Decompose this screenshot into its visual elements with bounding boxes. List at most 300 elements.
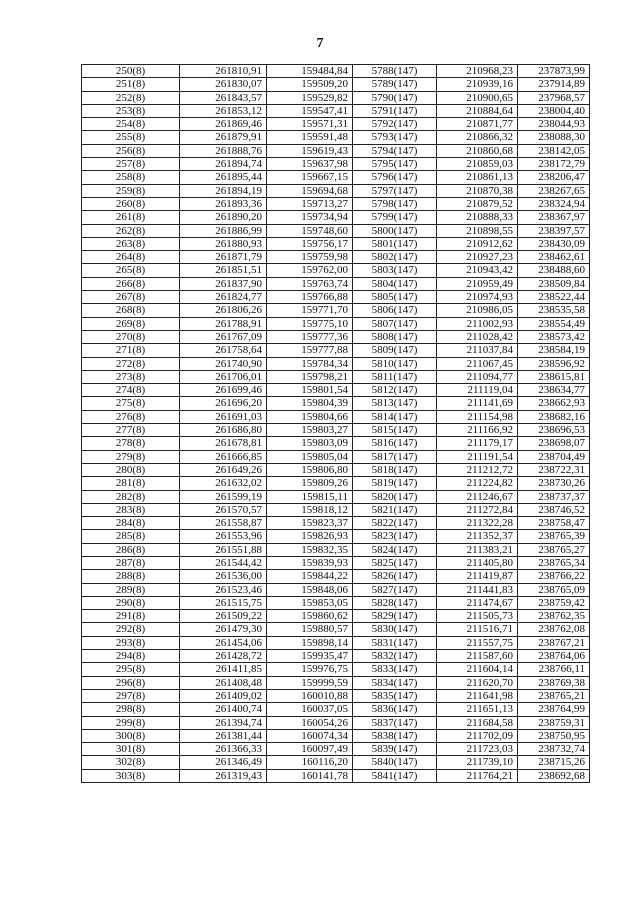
cell-x-left: 261888,76 [180,144,267,157]
cell-x-right: 211620,70 [437,676,518,689]
cell-point-number-right: 5833(147) [353,663,437,676]
cell-point-number-right: 5803(147) [353,264,437,277]
cell-x-right: 210927,23 [437,251,518,264]
cell-point-number-left: 250(8) [82,65,180,78]
cell-y-left: 159815,11 [267,490,353,503]
cell-y-left: 159775,10 [267,317,353,330]
cell-point-number-left: 282(8) [82,490,180,503]
cell-x-right: 211224,82 [437,477,518,490]
cell-point-number-left: 272(8) [82,357,180,370]
cell-y-right: 238509,84 [518,277,590,290]
cell-y-right: 238596,92 [518,357,590,370]
cell-y-right: 238765,34 [518,556,590,569]
cell-x-left: 261381,44 [180,729,267,742]
table-row [82,756,590,769]
cell-point-number-left: 270(8) [82,330,180,343]
cell-point-number-left: 279(8) [82,450,180,463]
cell-y-right: 238769,38 [518,676,590,689]
cell-point-number-left: 302(8) [82,756,180,769]
cell-y-left: 159637,98 [267,158,353,171]
cell-y-right: 238732,74 [518,743,590,756]
cell-y-left: 159759,98 [267,251,353,264]
cell-x-left: 261699,46 [180,384,267,397]
table-row [82,211,590,224]
cell-y-left: 159806,80 [267,463,353,476]
cell-x-left: 261319,43 [180,769,267,782]
cell-point-number-left: 289(8) [82,583,180,596]
cell-x-left: 261871,79 [180,251,267,264]
table-row [82,729,590,742]
cell-y-left: 159935,47 [267,650,353,663]
cell-x-right: 211322,28 [437,517,518,530]
cell-y-right: 238766,22 [518,570,590,583]
cell-point-number-right: 5830(147) [353,623,437,636]
cell-y-right: 238430,09 [518,237,590,250]
table-row [82,397,590,410]
cell-point-number-right: 5805(147) [353,291,437,304]
cell-point-number-left: 253(8) [82,104,180,117]
cell-point-number-right: 5811(147) [353,370,437,383]
cell-point-number-left: 273(8) [82,370,180,383]
cell-y-left: 159826,93 [267,530,353,543]
cell-x-right: 211557,75 [437,636,518,649]
cell-point-number-right: 5813(147) [353,397,437,410]
cell-x-right: 211094,77 [437,370,518,383]
table-row [82,463,590,476]
cell-y-right: 238704,49 [518,450,590,463]
cell-y-left: 159694,68 [267,184,353,197]
cell-x-left: 261895,44 [180,171,267,184]
cell-x-right: 211028,42 [437,330,518,343]
cell-point-number-right: 5839(147) [353,743,437,756]
cell-point-number-right: 5841(147) [353,769,437,782]
cell-y-right: 238750,95 [518,729,590,742]
cell-x-right: 210866,32 [437,131,518,144]
cell-y-left: 160037,05 [267,703,353,716]
cell-point-number-left: 268(8) [82,304,180,317]
table-row [82,131,590,144]
table-row [82,118,590,131]
cell-y-left: 159766,88 [267,291,353,304]
cell-x-left: 261869,46 [180,118,267,131]
cell-x-left: 261691,03 [180,410,267,423]
cell-point-number-left: 283(8) [82,503,180,516]
table-row [82,623,590,636]
cell-y-left: 159839,93 [267,556,353,569]
cell-y-left: 159848,06 [267,583,353,596]
cell-x-left: 261544,42 [180,556,267,569]
table-row [82,437,590,450]
cell-x-left: 261706,01 [180,370,267,383]
cell-point-number-right: 5801(147) [353,237,437,250]
table-row [82,344,590,357]
cell-point-number-left: 298(8) [82,703,180,716]
cell-x-right: 211505,73 [437,610,518,623]
table-row [82,650,590,663]
cell-x-right: 211651,13 [437,703,518,716]
cell-x-right: 211002,93 [437,317,518,330]
table-row [82,503,590,516]
cell-point-number-left: 254(8) [82,118,180,131]
cell-y-right: 238746,52 [518,503,590,516]
cell-point-number-right: 5822(147) [353,517,437,530]
cell-point-number-right: 5806(147) [353,304,437,317]
cell-y-right: 238730,26 [518,477,590,490]
cell-y-right: 238662,93 [518,397,590,410]
cell-point-number-right: 5790(147) [353,91,437,104]
cell-point-number-right: 5838(147) [353,729,437,742]
cell-y-right: 238634,77 [518,384,590,397]
table-row [82,716,590,729]
cell-y-left: 159818,12 [267,503,353,516]
cell-point-number-right: 5816(147) [353,437,437,450]
table-row [82,224,590,237]
cell-y-right: 238722,31 [518,463,590,476]
table-row [82,184,590,197]
cell-point-number-left: 275(8) [82,397,180,410]
cell-x-left: 261696,20 [180,397,267,410]
cell-point-number-left: 303(8) [82,769,180,782]
cell-point-number-right: 5824(147) [353,543,437,556]
table-row [82,543,590,556]
table-row [82,556,590,569]
cell-y-left: 159832,35 [267,543,353,556]
cell-y-left: 159777,36 [267,330,353,343]
cell-point-number-left: 280(8) [82,463,180,476]
cell-y-right: 238696,53 [518,424,590,437]
cell-x-left: 261837,90 [180,277,267,290]
cell-y-right: 238765,09 [518,583,590,596]
cell-x-left: 261346,49 [180,756,267,769]
cell-x-left: 261551,88 [180,543,267,556]
cell-y-right: 238765,27 [518,543,590,556]
cell-y-right: 238682,16 [518,410,590,423]
cell-y-left: 159803,09 [267,437,353,450]
table-row [82,171,590,184]
cell-x-left: 261740,90 [180,357,267,370]
cell-x-right: 211141,69 [437,397,518,410]
table-row [82,197,590,210]
cell-y-left: 159803,27 [267,424,353,437]
cell-x-right: 210870,38 [437,184,518,197]
table-row [82,158,590,171]
cell-point-number-right: 5819(147) [353,477,437,490]
cell-x-right: 211684,58 [437,716,518,729]
cell-x-right: 210968,23 [437,65,518,78]
cell-point-number-left: 276(8) [82,410,180,423]
cell-point-number-left: 264(8) [82,251,180,264]
table-row [82,596,590,609]
cell-x-right: 210986,05 [437,304,518,317]
cell-y-left: 159667,15 [267,171,353,184]
cell-y-left: 159484,84 [267,65,353,78]
cell-y-right: 238737,37 [518,490,590,503]
cell-point-number-right: 5815(147) [353,424,437,437]
cell-x-left: 261678,81 [180,437,267,450]
cell-y-right: 238759,31 [518,716,590,729]
cell-point-number-right: 5814(147) [353,410,437,423]
cell-point-number-right: 5834(147) [353,676,437,689]
cell-y-left: 159801,54 [267,384,353,397]
table-row [82,317,590,330]
cell-point-number-left: 290(8) [82,596,180,609]
cell-x-right: 210943,42 [437,264,518,277]
cell-y-right: 238584,19 [518,344,590,357]
cell-point-number-left: 256(8) [82,144,180,157]
cell-point-number-left: 292(8) [82,623,180,636]
cell-x-left: 261454,06 [180,636,267,649]
cell-y-right: 238764,06 [518,650,590,663]
cell-y-right: 238765,21 [518,689,590,702]
cell-point-number-right: 5802(147) [353,251,437,264]
cell-x-left: 261408,48 [180,676,267,689]
cell-y-left: 160141,78 [267,769,353,782]
cell-point-number-left: 262(8) [82,224,180,237]
cell-point-number-right: 5812(147) [353,384,437,397]
cell-y-left: 159823,37 [267,517,353,530]
cell-point-number-left: 278(8) [82,437,180,450]
cell-point-number-left: 251(8) [82,78,180,91]
cell-y-left: 159756,17 [267,237,353,250]
cell-x-left: 261394,74 [180,716,267,729]
cell-x-left: 261880,93 [180,237,267,250]
cell-x-left: 261536,00 [180,570,267,583]
cell-point-number-right: 5808(147) [353,330,437,343]
cell-y-left: 159619,43 [267,144,353,157]
cell-y-right: 238715,26 [518,756,590,769]
cell-x-right: 210879,52 [437,197,518,210]
cell-point-number-left: 277(8) [82,424,180,437]
cell-point-number-left: 269(8) [82,317,180,330]
table-row [82,769,590,782]
table-row [82,277,590,290]
cell-y-right: 238573,42 [518,330,590,343]
cell-y-left: 159898,14 [267,636,353,649]
cell-x-right: 210871,77 [437,118,518,131]
cell-x-left: 261428,72 [180,650,267,663]
cell-point-number-right: 5826(147) [353,570,437,583]
cell-x-right: 211067,45 [437,357,518,370]
coordinates-table-body [82,65,590,783]
cell-point-number-right: 5810(147) [353,357,437,370]
cell-y-right: 237968,57 [518,91,590,104]
cell-point-number-right: 5800(147) [353,224,437,237]
cell-x-right: 210974,93 [437,291,518,304]
table-row [82,91,590,104]
table-row [82,663,590,676]
cell-y-right: 238206,47 [518,171,590,184]
cell-point-number-right: 5820(147) [353,490,437,503]
cell-point-number-left: 252(8) [82,91,180,104]
cell-x-right: 211474,67 [437,596,518,609]
cell-point-number-right: 5835(147) [353,689,437,702]
cell-x-right: 211419,87 [437,570,518,583]
cell-x-right: 211516,71 [437,623,518,636]
cell-y-left: 160054,26 [267,716,353,729]
cell-x-left: 261830,07 [180,78,267,91]
cell-y-right: 237914,89 [518,78,590,91]
cell-y-left: 159999,59 [267,676,353,689]
cell-y-right: 238088,30 [518,131,590,144]
table-row [82,424,590,437]
cell-y-left: 159734,94 [267,211,353,224]
cell-point-number-left: 257(8) [82,158,180,171]
cell-point-number-left: 271(8) [82,344,180,357]
cell-point-number-right: 5817(147) [353,450,437,463]
cell-x-right: 211166,92 [437,424,518,437]
table-row [82,610,590,623]
cell-point-number-left: 301(8) [82,743,180,756]
cell-x-left: 261788,91 [180,317,267,330]
cell-x-left: 261853,12 [180,104,267,117]
cell-y-left: 160116,20 [267,756,353,769]
table-row [82,450,590,463]
cell-point-number-right: 5818(147) [353,463,437,476]
cell-x-right: 211119,04 [437,384,518,397]
cell-point-number-left: 267(8) [82,291,180,304]
cell-y-left: 159804,66 [267,410,353,423]
cell-point-number-right: 5823(147) [353,530,437,543]
cell-point-number-left: 295(8) [82,663,180,676]
cell-x-right: 210898,55 [437,224,518,237]
cell-y-left: 159805,04 [267,450,353,463]
cell-y-left: 159784,34 [267,357,353,370]
cell-x-left: 261553,96 [180,530,267,543]
cell-x-left: 261758,64 [180,344,267,357]
cell-y-left: 160074,34 [267,729,353,742]
cell-y-right: 238698,07 [518,437,590,450]
cell-y-right: 238267,65 [518,184,590,197]
cell-point-number-left: 287(8) [82,556,180,569]
cell-x-right: 210859,03 [437,158,518,171]
cell-y-right: 238462,61 [518,251,590,264]
cell-y-left: 159880,57 [267,623,353,636]
cell-x-left: 261558,87 [180,517,267,530]
cell-point-number-right: 5821(147) [353,503,437,516]
cell-point-number-right: 5807(147) [353,317,437,330]
cell-point-number-left: 266(8) [82,277,180,290]
cell-y-right: 238488,60 [518,264,590,277]
cell-x-right: 211037,84 [437,344,518,357]
cell-y-left: 159713,27 [267,197,353,210]
cell-y-right: 238762,35 [518,610,590,623]
cell-y-left: 159509,20 [267,78,353,91]
cell-y-right: 238615,81 [518,370,590,383]
cell-point-number-left: 286(8) [82,543,180,556]
cell-x-left: 261649,26 [180,463,267,476]
cell-point-number-right: 5789(147) [353,78,437,91]
cell-point-number-right: 5794(147) [353,144,437,157]
cell-x-left: 261879,91 [180,131,267,144]
cell-y-left: 160010,88 [267,689,353,702]
cell-point-number-left: 281(8) [82,477,180,490]
cell-y-left: 159853,05 [267,596,353,609]
cell-y-left: 159762,00 [267,264,353,277]
cell-point-number-right: 5788(147) [353,65,437,78]
cell-y-left: 159809,26 [267,477,353,490]
page-number: 7 [316,36,324,51]
cell-point-number-right: 5827(147) [353,583,437,596]
cell-point-number-left: 260(8) [82,197,180,210]
cell-point-number-right: 5836(147) [353,703,437,716]
cell-point-number-right: 5840(147) [353,756,437,769]
cell-x-right: 211441,83 [437,583,518,596]
cell-point-number-right: 5791(147) [353,104,437,117]
cell-x-right: 211212,72 [437,463,518,476]
cell-x-left: 261523,46 [180,583,267,596]
table-row [82,78,590,91]
cell-y-left: 160097,49 [267,743,353,756]
table-row [82,65,590,78]
cell-y-right: 237873,99 [518,65,590,78]
cell-y-right: 238765,39 [518,530,590,543]
cell-point-number-left: 263(8) [82,237,180,250]
cell-point-number-right: 5837(147) [353,716,437,729]
cell-x-right: 211246,67 [437,490,518,503]
cell-y-left: 159804,39 [267,397,353,410]
cell-point-number-right: 5793(147) [353,131,437,144]
table-row [82,517,590,530]
cell-x-left: 261479,30 [180,623,267,636]
cell-point-number-left: 265(8) [82,264,180,277]
cell-y-right: 238762,08 [518,623,590,636]
cell-point-number-left: 300(8) [82,729,180,742]
cell-x-left: 261894,74 [180,158,267,171]
cell-point-number-right: 5825(147) [353,556,437,569]
cell-x-right: 210900,65 [437,91,518,104]
cell-y-left: 159844,22 [267,570,353,583]
cell-x-right: 210861,13 [437,171,518,184]
cell-point-number-right: 5831(147) [353,636,437,649]
cell-x-right: 211352,37 [437,530,518,543]
cell-x-left: 261366,33 [180,743,267,756]
cell-point-number-right: 5804(147) [353,277,437,290]
cell-x-left: 261824,77 [180,291,267,304]
coordinates-table [81,64,590,783]
cell-point-number-left: 274(8) [82,384,180,397]
table-row [82,370,590,383]
table-row [82,237,590,250]
cell-x-left: 261894,19 [180,184,267,197]
table-row [82,410,590,423]
cell-x-left: 261515,75 [180,596,267,609]
cell-x-right: 210912,62 [437,237,518,250]
cell-x-right: 211383,21 [437,543,518,556]
cell-x-right: 210939,16 [437,78,518,91]
cell-x-right: 210884,64 [437,104,518,117]
cell-point-number-right: 5798(147) [353,197,437,210]
cell-y-right: 238522,44 [518,291,590,304]
cell-y-right: 238535,58 [518,304,590,317]
cell-x-left: 261632,02 [180,477,267,490]
cell-y-right: 238764,99 [518,703,590,716]
cell-y-left: 159798,21 [267,370,353,383]
table-row [82,264,590,277]
cell-point-number-left: 258(8) [82,171,180,184]
cell-point-number-left: 294(8) [82,650,180,663]
table-row [82,104,590,117]
table-row [82,689,590,702]
cell-y-left: 159529,82 [267,91,353,104]
cell-point-number-right: 5809(147) [353,344,437,357]
cell-y-left: 159748,60 [267,224,353,237]
cell-x-left: 261599,19 [180,490,267,503]
table-row [82,477,590,490]
cell-point-number-right: 5829(147) [353,610,437,623]
table-row [82,676,590,689]
table-row [82,743,590,756]
table-row [82,530,590,543]
